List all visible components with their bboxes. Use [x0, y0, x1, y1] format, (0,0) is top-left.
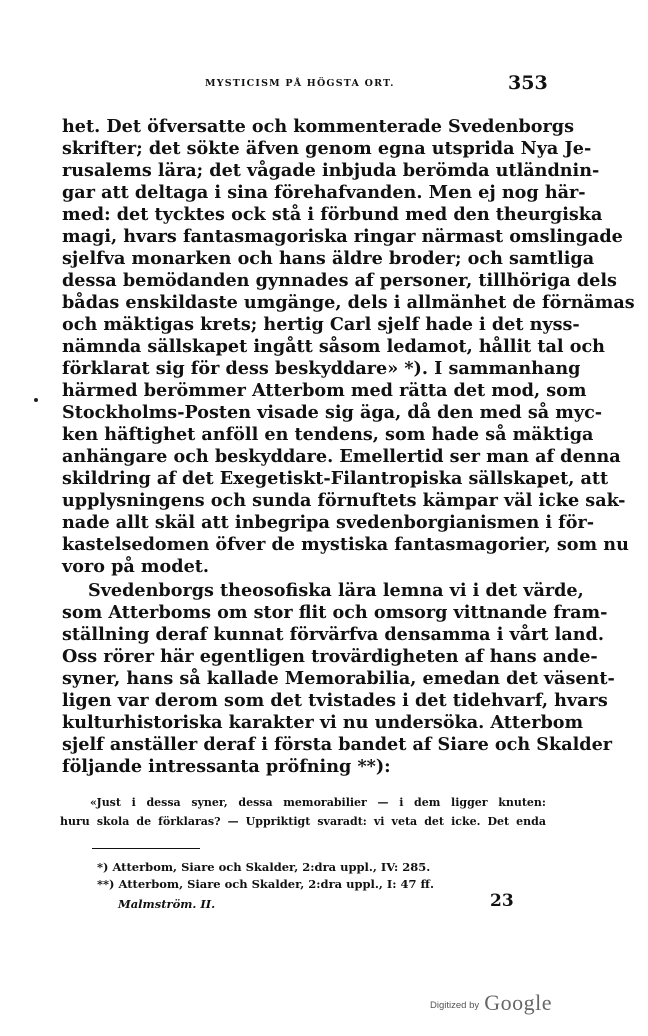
text-line: skildring af det Exegetiskt-Filantropiska sällskapet, att — [62, 468, 609, 489]
text-line: ligen var derom som det tvistades i det tidehvarf, hvars — [62, 690, 608, 711]
sheet-number: 23 — [490, 891, 514, 911]
footnote-rule — [92, 848, 200, 849]
text-line: sjelfva monarken och hans äldre broder; och samtliga — [62, 248, 595, 269]
watermark-prefix: Digitized by — [430, 1000, 480, 1011]
page-number: 353 — [508, 72, 548, 94]
digitized-watermark — [430, 990, 552, 1016]
text-line: med: det tycktes ock stå i förbund med den theurgiska — [62, 204, 603, 225]
text-line: och mäktigas krets; hertig Carl sjelf hade i det nyss- — [62, 314, 580, 335]
text-line: Svedenborgs theosofiska lära lemna vi i det värde, — [88, 580, 584, 601]
text-line: bådas enskildaste umgänge, dels i allmänhet de förnämas — [62, 292, 635, 313]
running-title: MYSTICISM PÅ HÖGSTA ORT. — [205, 78, 395, 89]
text-line: skrifter; det sökte äfven genom egna utsprida Nya Je- — [62, 138, 592, 159]
text-line: Oss rörer här egentligen trovärdigheten af hans ande- — [62, 646, 598, 667]
text-line: härmed berömmer Atterbom med rätta det mod, som — [62, 380, 587, 401]
quote-line: huru skola de förklaras? — Uppriktigt svaradt: vi veta det icke. Det enda — [60, 815, 546, 828]
text-line: dessa bemödanden gynnades af personer, tillhöriga dels — [62, 270, 617, 291]
footnote: *) Atterbom, Siare och Skalder, 2:dra uppl., IV: 285. — [97, 860, 431, 874]
text-line: syner, hans så kallade Memorabilia, emedan det väsent- — [62, 668, 615, 689]
text-line: sjelf anställer deraf i första bandet af Siare och Skalder — [62, 734, 613, 755]
footnote: **) Atterbom, Siare och Skalder, 2:dra uppl., I: 47 ff. — [97, 877, 435, 891]
text-line: följande intressanta pröfning **): — [62, 756, 391, 777]
text-line: som Atterboms om stor flit och omsorg vittnande fram- — [62, 602, 608, 623]
text-line: förklarat sig för dess beskyddare» *). I sammanhang — [62, 358, 581, 379]
margin-mark — [34, 398, 38, 402]
text-line: magi, hvars fantasmagoriska ringar närmast omslingade — [62, 226, 623, 247]
watermark-brand-logo: Google — [484, 990, 552, 1015]
text-line: nade allt skäl att inbegripa svedenborgianismen i för- — [62, 512, 595, 533]
text-line: gar att deltaga i sina förehafvanden. Men ej nog här- — [62, 182, 586, 203]
text-line: ställning deraf kunnat förvärfva densamma i vårt land. — [62, 624, 604, 645]
text-line: voro på modet. — [62, 556, 210, 577]
text-line: kulturhistoriska karakter vi nu undersöka. Atterbom — [62, 712, 584, 733]
printer-signature: Malmström. II. — [118, 897, 216, 911]
text-line: kastelsedomen öfver de mystiska fantasmagorier, som nu — [62, 534, 629, 555]
text-line: upplysningens och sunda förnuftets kämpar väl icke sak- — [62, 490, 626, 511]
text-line: nämnda sällskapet ingått såsom ledamot, hållit tal och — [62, 336, 605, 357]
quote-line: «Just i dessa syner, dessa memorabilier — i dem ligger knuten: — [90, 796, 546, 809]
text-line: het. Det öfversatte och kommenterade Svedenborgs — [62, 116, 574, 137]
text-line: anhängare och beskyddare. Emellertid ser man af denna — [62, 446, 621, 467]
text-line: ken häftighet anföll en tendens, som hade så mäktiga — [62, 424, 594, 445]
text-line: rusalems lära; det vågade inbjuda berömda utländnin- — [62, 160, 600, 181]
text-line: Stockholms-Posten visade sig äga, då den med så myc- — [62, 402, 603, 423]
